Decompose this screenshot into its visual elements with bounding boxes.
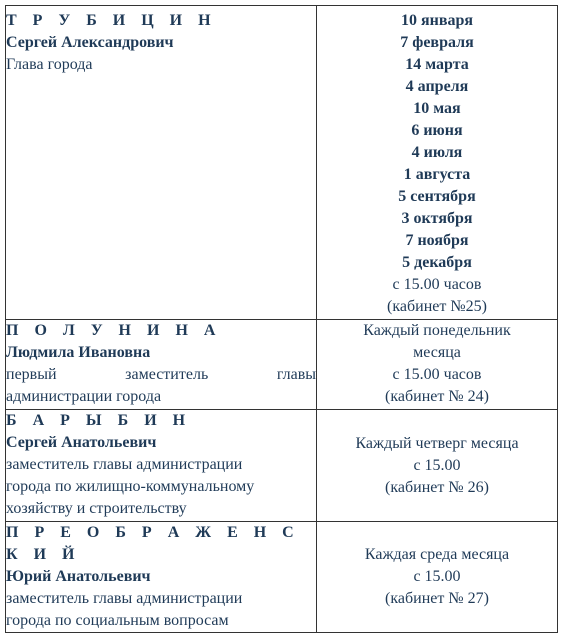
reception-date: 5 декабря [402, 254, 472, 271]
official-cell [6, 522, 317, 633]
official-surname: Т Р У Б И Ц И Н [6, 12, 217, 29]
table-row [6, 410, 558, 522]
table-row [6, 320, 558, 410]
reception-office: (кабинет №25) [387, 298, 487, 315]
reception-date: 1 августа [403, 166, 471, 183]
reception-date: 3 октября [401, 210, 473, 227]
position-word: первый [6, 366, 57, 383]
official-surname: Б А Р Ы Б И Н [6, 412, 192, 429]
official-surname: П О Л У Н И Н А [6, 322, 222, 339]
reception-day: Каждая среда месяца [364, 546, 510, 563]
reception-date: 4 апреля [405, 78, 469, 95]
reception-hour: с 15.00 часов [392, 366, 482, 383]
official-position-line: города по жилищно-коммунальному [6, 478, 255, 495]
reception-hour: с 15.00 [413, 568, 461, 585]
reception-day: Каждый понедельник [363, 322, 511, 339]
reception-office: (кабинет № 24) [385, 388, 489, 405]
reception-date: 4 июля [411, 144, 463, 161]
reception-hour: с 15.00 [413, 456, 461, 474]
official-name: Юрий Анатольевич [6, 568, 151, 585]
reception-office: (кабинет № 27) [385, 590, 489, 607]
reception-office: (кабинет № 26) [385, 478, 489, 496]
reception-date: 14 марта [405, 56, 469, 73]
reception-time-cell [317, 410, 558, 522]
position-word: заместитель [125, 366, 209, 383]
reception-hour: с 15.00 часов [392, 276, 482, 293]
reception-schedule-table [5, 5, 558, 633]
official-name: Сергей Анатольевич [6, 434, 157, 451]
reception-time-cell [317, 320, 558, 410]
official-cell [6, 320, 317, 410]
reception-date: 5 сентября [398, 188, 476, 205]
official-position-line: администрации города [6, 388, 162, 405]
official-surname: П Р Е О Б Р А Ж Е Н С К И Й [6, 524, 300, 563]
official-position-line: хозяйству и строительству [6, 500, 187, 517]
table-row [6, 6, 558, 320]
reception-date: 7 ноября [405, 232, 469, 249]
official-position-line: заместитель главы администрации [6, 456, 243, 473]
official-cell [6, 6, 317, 320]
official-position-line: города по социальным вопросам [6, 612, 229, 629]
official-position [6, 364, 316, 386]
reception-time-cell [317, 6, 558, 320]
reception-date: 7 февраля [400, 34, 474, 51]
reception-time-cell [317, 522, 558, 633]
reception-date: 6 июня [411, 122, 463, 139]
reception-day: Каждый четверг месяца [355, 434, 519, 452]
position-word: главы [276, 366, 316, 383]
official-position: Глава города [6, 56, 93, 73]
official-position-line: заместитель главы администрации [6, 590, 243, 607]
official-name: Сергей Александрович [6, 34, 174, 51]
table-row [6, 522, 558, 633]
official-name: Людмила Ивановна [6, 344, 151, 361]
reception-date: 10 мая [413, 100, 461, 117]
reception-date: 10 января [400, 12, 474, 29]
official-cell [6, 410, 317, 522]
reception-day: месяца [413, 344, 461, 361]
